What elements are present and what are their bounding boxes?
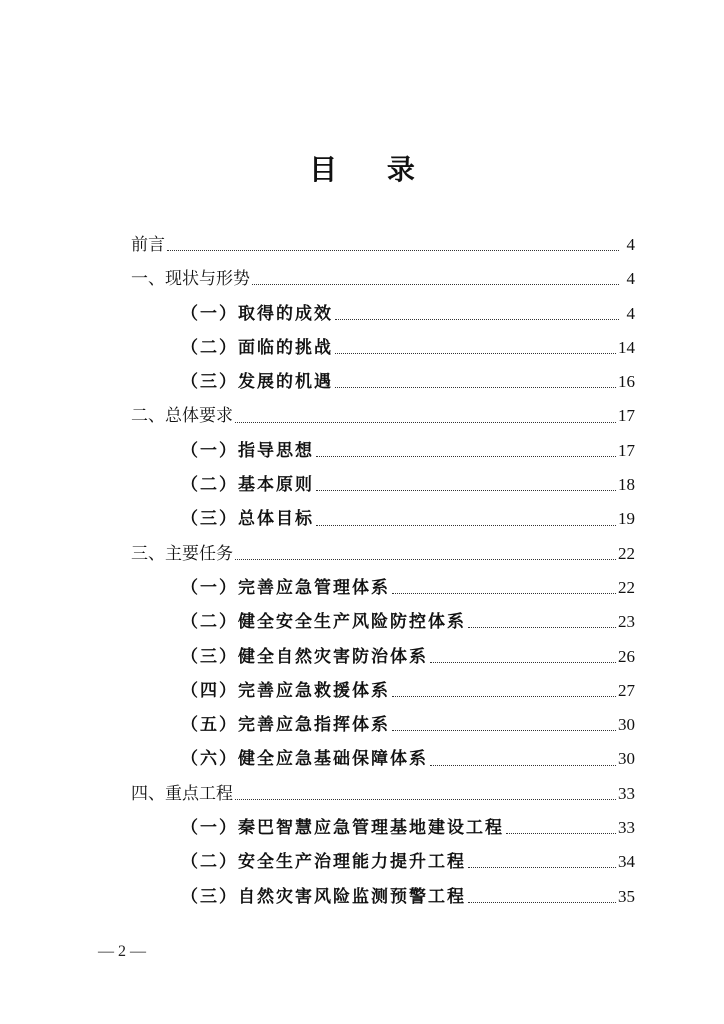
toc-entry[interactable] <box>131 502 635 536</box>
toc-entry-label: （二）面临的挑战 <box>181 337 333 358</box>
toc-leader-dots <box>316 489 616 491</box>
toc-entry-page: 22 <box>618 577 635 597</box>
toc-entry-label: （一）指导思想 <box>181 440 314 461</box>
page-title: 目 录 <box>309 153 435 186</box>
toc-leader-dots <box>252 283 619 285</box>
toc-entry-page: 27 <box>618 680 635 700</box>
toc-entry-label: （一）取得的成效 <box>181 303 333 324</box>
toc-leader-dots <box>235 421 616 423</box>
toc-leader-dots <box>392 695 616 697</box>
toc-entry-label: （三）自然灾害风险监测预警工程 <box>181 886 466 907</box>
toc-leader-dots <box>167 249 619 251</box>
toc-leader-dots <box>316 455 616 457</box>
toc-entry-page: 22 <box>618 543 635 563</box>
toc-entry-label: （一）完善应急管理体系 <box>181 577 390 598</box>
toc-leader-dots <box>392 729 616 731</box>
toc-entry-page: 34 <box>618 852 635 872</box>
toc-entry-label: （三）健全自然灾害防治体系 <box>181 646 428 667</box>
toc-leader-dots <box>468 626 616 628</box>
toc-entry-page: 4 <box>626 269 635 289</box>
toc-leader-dots <box>335 318 619 320</box>
toc-leader-dots <box>468 866 616 868</box>
toc-entry-label: 二、总体要求 <box>131 406 233 427</box>
toc-entry-page: 30 <box>618 715 635 735</box>
toc-leader-dots <box>335 352 616 354</box>
toc-entry-page: 17 <box>618 440 635 460</box>
toc-entry[interactable] <box>131 399 635 433</box>
toc-entry[interactable] <box>131 365 635 399</box>
toc-leader-dots <box>316 524 616 526</box>
toc-entry[interactable] <box>131 605 635 639</box>
toc-entry[interactable] <box>131 537 635 571</box>
toc-entry[interactable] <box>131 708 635 742</box>
toc-entry-page: 4 <box>626 303 635 323</box>
toc-entry-label: （六）健全应急基础保障体系 <box>181 749 428 770</box>
toc-entry[interactable] <box>131 742 635 776</box>
toc-entry-page: 19 <box>618 509 635 529</box>
toc-leader-dots <box>235 798 616 800</box>
toc-entry-label: （三）总体目标 <box>181 509 314 530</box>
toc-entry-label: 四、重点工程 <box>131 783 233 804</box>
toc-entry-page: 17 <box>618 406 635 426</box>
toc-entry-page: 18 <box>618 475 635 495</box>
toc-entry-page: 14 <box>618 337 635 357</box>
toc-entry-page: 23 <box>618 612 635 632</box>
toc-entry[interactable] <box>131 777 635 811</box>
toc-entry[interactable] <box>131 845 635 879</box>
page-number: — 2 — <box>98 943 146 960</box>
toc-entry-page: 26 <box>618 646 635 666</box>
toc-entry-page: 30 <box>618 749 635 769</box>
toc-entry-label: （五）完善应急指挥体系 <box>181 715 390 736</box>
toc-entry[interactable] <box>131 640 635 674</box>
toc-leader-dots <box>430 661 616 663</box>
toc-leader-dots <box>392 592 616 594</box>
toc-entry-page: 4 <box>626 235 635 254</box>
toc-entry-label: （一）秦巴智慧应急管理基地建设工程 <box>181 818 504 839</box>
toc-entry[interactable] <box>131 297 635 331</box>
toc-entry[interactable] <box>131 262 635 296</box>
toc-entry[interactable] <box>131 228 635 262</box>
table-of-contents <box>131 228 635 914</box>
toc-entry-label: （二）健全安全生产风险防控体系 <box>181 612 466 633</box>
toc-entry-label: 一、现状与形势 <box>131 269 250 290</box>
toc-entry-label: （四）完善应急救援体系 <box>181 680 390 701</box>
toc-entry-label: （二）安全生产治理能力提升工程 <box>181 852 466 873</box>
toc-entry-page: 33 <box>618 783 635 803</box>
toc-entry[interactable] <box>131 434 635 468</box>
toc-leader-dots <box>335 386 616 388</box>
toc-entry-label: （三）发展的机遇 <box>181 372 333 393</box>
toc-entry[interactable] <box>131 468 635 502</box>
toc-entry[interactable] <box>131 674 635 708</box>
toc-entry-page: 35 <box>618 886 635 906</box>
toc-entry-label: 前言 <box>131 235 165 255</box>
toc-leader-dots <box>506 832 616 834</box>
toc-leader-dots <box>235 558 616 560</box>
toc-entry-label: 三、主要任务 <box>131 543 233 564</box>
toc-leader-dots <box>468 901 616 903</box>
toc-entry[interactable] <box>131 880 635 914</box>
toc-entry[interactable] <box>131 571 635 605</box>
toc-leader-dots <box>430 764 616 766</box>
toc-entry-page: 33 <box>618 818 635 838</box>
toc-entry-label: （二）基本原则 <box>181 475 314 496</box>
toc-entry-page: 16 <box>618 372 635 392</box>
toc-entry[interactable] <box>131 331 635 365</box>
toc-entry[interactable] <box>131 811 635 845</box>
